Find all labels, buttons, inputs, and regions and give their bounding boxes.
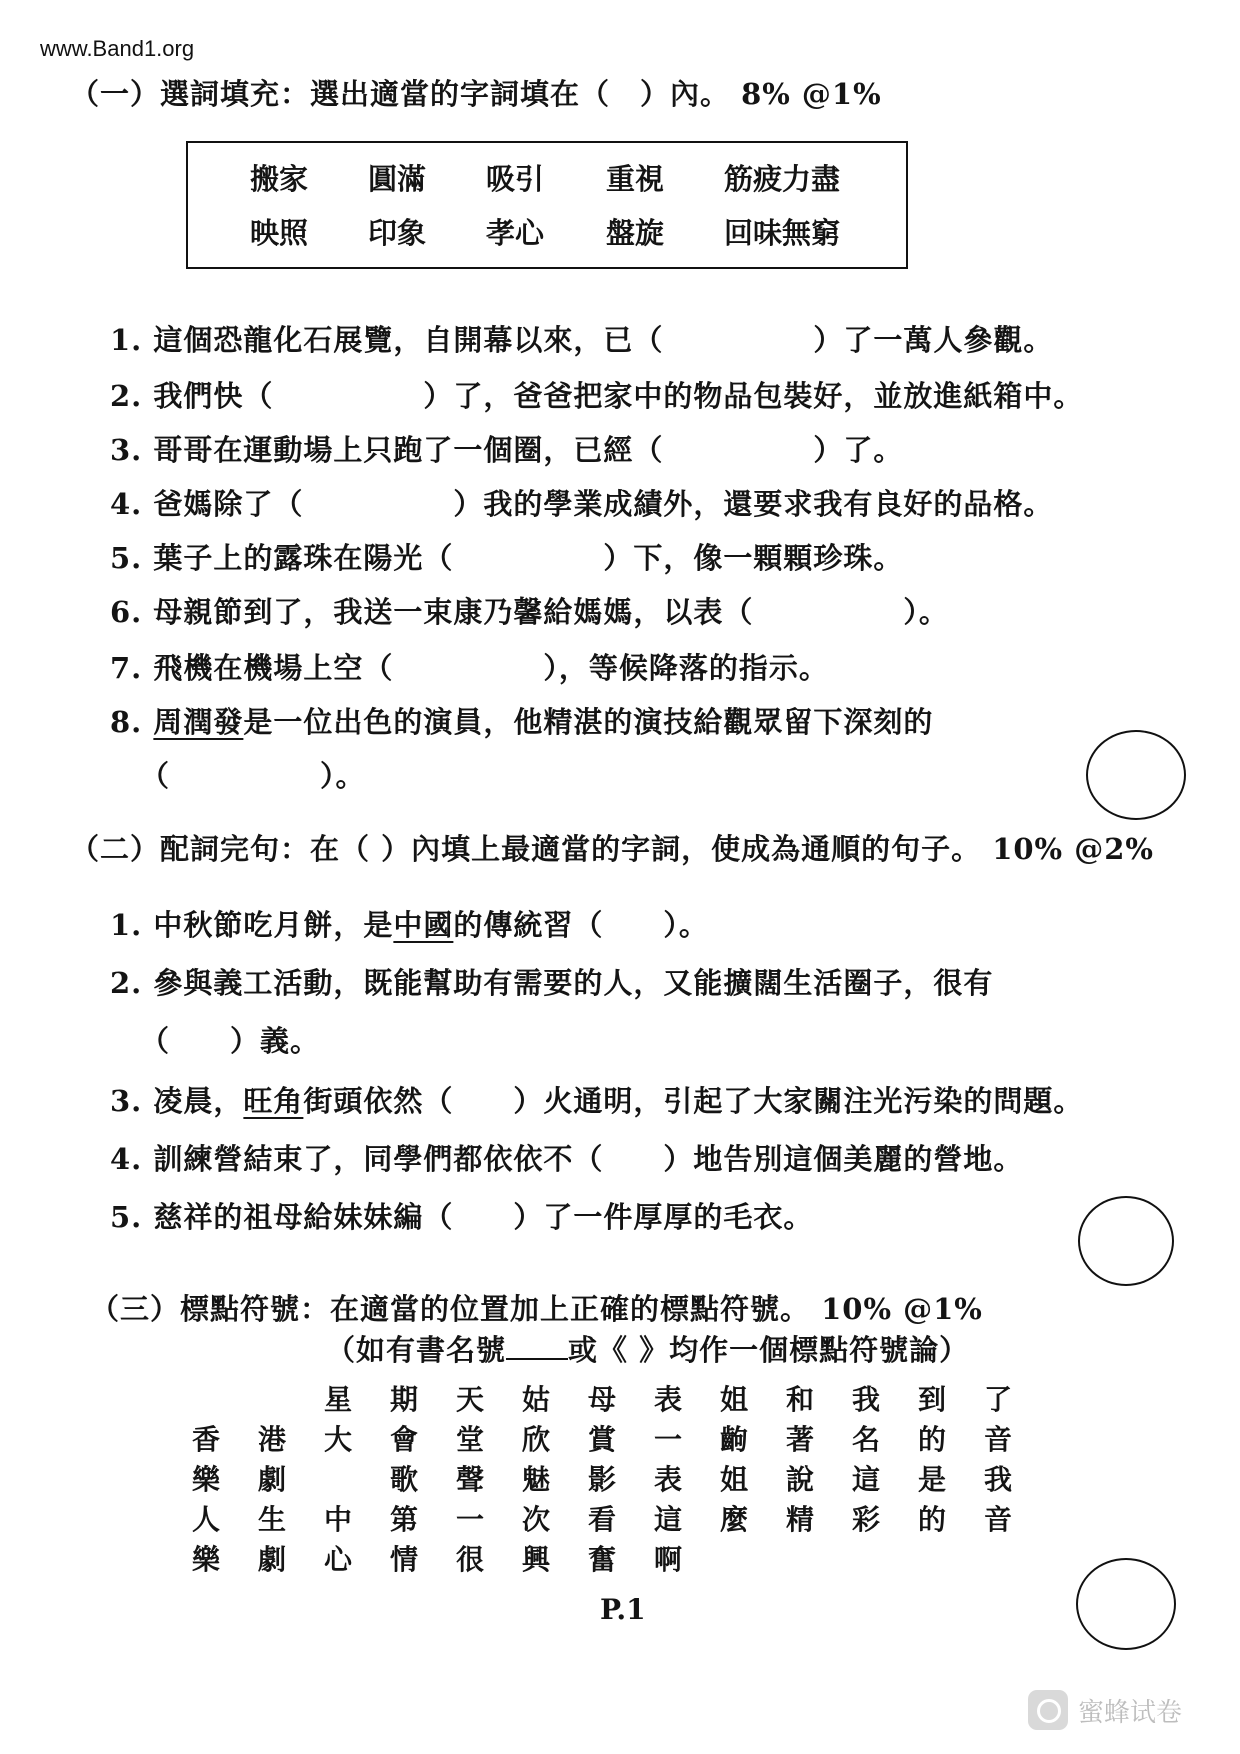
word-bank-box — [186, 141, 908, 269]
grid-char: 我 — [851, 1383, 880, 1416]
grid-char: 彩 — [851, 1503, 880, 1536]
grid-char: 興 — [521, 1543, 550, 1576]
grid-char: 心 — [323, 1543, 352, 1576]
site-url: www.Band1.org — [40, 36, 195, 61]
word-bank-item: 孝心 — [486, 216, 545, 250]
page-number: P.1 — [600, 1593, 646, 1626]
word-bank-item: 映照 — [250, 216, 309, 250]
grid-char: 一 — [653, 1423, 682, 1456]
grid-char: 啊 — [653, 1543, 682, 1576]
grid-char: 星 — [323, 1383, 352, 1416]
grid-char: 賞 — [587, 1423, 616, 1456]
grid-char: 期 — [389, 1383, 418, 1416]
grid-char: 和 — [785, 1383, 814, 1416]
grid-char: 人 — [191, 1503, 220, 1536]
grid-char: 堂 — [455, 1423, 484, 1456]
book-title-underline — [506, 1340, 568, 1360]
grid-char: 精 — [785, 1503, 814, 1536]
grid-char: 到 — [917, 1383, 946, 1416]
section1-heading: （一）選詞填充：選出適當的字詞填在（ ）內。 8% @1% — [70, 77, 882, 111]
s2-q1-text: 1. 中秋節吃月餅，是 — [110, 908, 394, 942]
grid-char: 麼 — [719, 1503, 748, 1536]
grid-char: 歌 — [389, 1463, 418, 1496]
q8-person-name: 周潤發 — [153, 705, 244, 739]
s2-question-1 — [110, 903, 709, 944]
s2-question-2: 2. 參與義工活動，既能幫助有需要的人，又能擴闊生活圈子，很有 — [110, 966, 994, 1000]
s2-q3-rest: 街頭依然（ ）火通明，引起了大家關注光污染的問題。 — [303, 1084, 1084, 1118]
grid-char: 這 — [851, 1463, 880, 1496]
grid-char: 香 — [191, 1423, 220, 1456]
s1-question-2: 2. 我們快（ ）了，爸爸把家中的物品包裝好，並放進紙箱中。 — [110, 379, 1084, 413]
s2-question-2-line2: （ ）義。 — [140, 1024, 321, 1058]
grid-char: 姐 — [719, 1383, 748, 1416]
grid-char: 魅 — [521, 1463, 550, 1496]
word-bank-item: 重視 — [606, 162, 665, 196]
grid-char: 影 — [587, 1463, 616, 1496]
section3-heading: （三）標點符號：在適當的位置加上正確的標點符號。 10% @1% — [90, 1292, 983, 1326]
watermark-text: 蜜蜂试卷 — [1078, 1697, 1183, 1728]
grid-char: 次 — [521, 1503, 550, 1536]
s1-question-7: 7. 飛機在機場上空（ ），等候降落的指示。 — [110, 651, 829, 685]
note-text-end: 或《 》均作一個標點符號論） — [568, 1333, 970, 1367]
s2-q3-place: 旺角 — [243, 1084, 304, 1118]
word-bank-item: 吸引 — [486, 162, 545, 196]
score-circle — [1086, 730, 1186, 820]
grid-char: 欣 — [521, 1423, 550, 1456]
grid-char: 表 — [653, 1463, 682, 1496]
grid-char: 聲 — [455, 1463, 484, 1496]
grid-char: 的 — [917, 1423, 946, 1456]
grid-char: 劇 — [257, 1543, 286, 1576]
word-bank-item: 筋疲力盡 — [724, 162, 841, 196]
grid-char: 的 — [917, 1503, 946, 1536]
q8-number: 8. — [110, 705, 154, 739]
s1-question-1: 1. 這個恐龍化石展覽，自開幕以來，已（ ）了一萬人參觀。 — [110, 323, 1054, 357]
word-bank-item: 印象 — [368, 216, 427, 250]
grid-char: 音 — [983, 1423, 1012, 1456]
grid-char: 天 — [455, 1383, 484, 1416]
score-circle — [1078, 1196, 1174, 1286]
grid-char: 中 — [323, 1503, 352, 1536]
grid-char: 樂 — [191, 1463, 220, 1496]
grid-char: 我 — [983, 1463, 1012, 1496]
s1-question-6: 6. 母親節到了，我送一束康乃馨給媽媽，以表（ ）。 — [110, 595, 949, 629]
word-bank-item: 搬家 — [250, 162, 309, 196]
word-bank-item: 回味無窮 — [724, 216, 841, 250]
s1-question-5: 5. 葉子上的露珠在陽光（ ）下，像一顆顆珍珠。 — [110, 541, 904, 575]
section2-heading: （二）配詞完句：在（ ）內填上最適當的字詞，使成為通順的句子。 10% @2% — [70, 832, 1154, 866]
grid-char: 說 — [785, 1463, 814, 1496]
note-text: （如有書名號 — [326, 1333, 507, 1367]
grid-char: 姐 — [719, 1463, 748, 1496]
watermark-logo-icon — [1028, 1690, 1068, 1730]
s1-question-3: 3. 哥哥在運動場上只跑了一個圈，已經（ ）了。 — [110, 433, 904, 467]
s2-question-3 — [110, 1079, 1083, 1120]
s2-question-5: 5. 慈祥的祖母給妹妹編（ ）了一件厚厚的毛衣。 — [110, 1200, 814, 1234]
s1-question-4: 4. 爸媽除了（ ）我的學業成績外，還要求我有良好的品格。 — [110, 487, 1054, 521]
grid-char: 名 — [851, 1423, 880, 1456]
grid-char: 生 — [257, 1503, 286, 1536]
grid-char: 一 — [455, 1503, 484, 1536]
grid-char: 這 — [653, 1503, 682, 1536]
grid-char: 是 — [917, 1463, 946, 1496]
grid-char: 很 — [455, 1543, 484, 1576]
word-bank-item: 盤旋 — [606, 216, 665, 250]
grid-char: 著 — [785, 1423, 814, 1456]
grid-char: 看 — [587, 1503, 616, 1536]
score-circle — [1076, 1558, 1176, 1650]
grid-char: 奮 — [587, 1543, 616, 1576]
grid-char: 港 — [257, 1423, 286, 1456]
watermark — [1028, 1690, 1182, 1730]
s2-q3-text: 3. 凌晨， — [110, 1084, 244, 1118]
grid-char: 母 — [587, 1383, 616, 1416]
grid-char: 大 — [323, 1423, 352, 1456]
grid-char: 姑 — [521, 1383, 550, 1416]
s2-question-4: 4. 訓練營結束了，同學們都依依不（ ）地告別這個美麗的營地。 — [110, 1142, 1024, 1176]
s1-question-8-line2: （ ）。 — [140, 759, 366, 793]
grid-char: 情 — [389, 1543, 418, 1576]
grid-char: 會 — [389, 1423, 418, 1456]
grid-char: 表 — [653, 1383, 682, 1416]
grid-char: 劇 — [257, 1463, 286, 1496]
s2-q1-rest: 的傳統習（ ）。 — [453, 908, 709, 942]
section3-note — [326, 1328, 969, 1369]
grid-char: 了 — [983, 1383, 1012, 1416]
word-bank-item: 圓滿 — [368, 162, 427, 196]
q8-text: 是一位出色的演員，他精湛的演技給觀眾留下深刻的 — [243, 705, 934, 739]
s1-question-8 — [110, 700, 933, 741]
grid-char: 樂 — [191, 1543, 220, 1576]
grid-char: 齣 — [719, 1423, 748, 1456]
grid-char: 音 — [983, 1503, 1012, 1536]
grid-char: 第 — [389, 1503, 418, 1536]
s2-q1-place: 中國 — [393, 908, 454, 942]
